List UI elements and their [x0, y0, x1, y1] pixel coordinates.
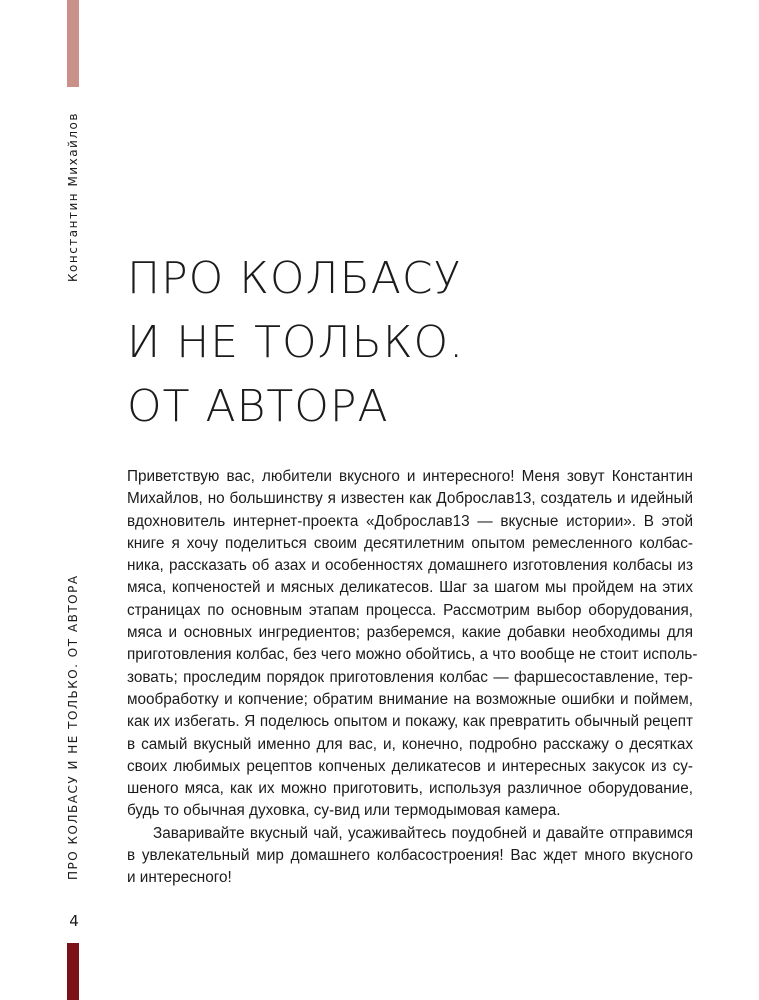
chapter-title-line: И НЕ ТОЛЬКО.: [127, 317, 465, 368]
text-line: будь то обычная духовка, су-вид или термодымовая камера.: [127, 802, 561, 820]
running-header-section: ПРО КОЛБАСУ И НЕ ТОЛЬКО. ОТ АВТОРА: [66, 574, 80, 880]
chapter-title-line: ПРО КОЛБАСУ: [127, 253, 462, 304]
chapter-title-line: ОТ АВТОРА: [127, 381, 389, 432]
text-line: страницах по основным этапам процесса. Рассмотрим выбор оборудования,: [127, 601, 693, 619]
bottom-accent-bar: [67, 943, 79, 1000]
text-line: в самый вкусный именно для вас, и, конечно, подробно расскажу о десятках: [127, 735, 693, 753]
text-line: мяса, копченостей и мясных деликатесов. Шаг за шагом мы пройдем на этих: [127, 579, 693, 597]
text-line: приготовления колбас, без чего можно обойтись, а что вообще не стоит исполь-: [127, 646, 698, 664]
text-line: как их избегать. Я поделюсь опытом и покажу, как превратить обычный рецепт: [127, 713, 693, 731]
text-line: мяса и основных ингредиентов; разберемся, какие добавки необходимы для: [127, 624, 693, 642]
page-number: 4: [69, 912, 79, 930]
text-line: шеного мяса, как их можно приготовить, используя различное оборудование,: [127, 780, 693, 798]
text-line: зовать; проследим порядок приготовления колбас — фаршесоставление, тер-: [127, 668, 693, 686]
chapter-title: [127, 247, 464, 439]
text-line: и интересного!: [127, 869, 232, 887]
text-line: книге я хочу поделиться своим десятилетним опытом ремесленного колбас-: [127, 534, 693, 552]
text-line: Михайлов, но большинству я известен как Доброслав13, создатель и идейный: [127, 490, 693, 508]
paragraph-2: [127, 823, 693, 890]
top-accent-bar: [67, 0, 79, 87]
body-text: [127, 466, 698, 890]
text-line: Заваривайте вкусный чай, усаживайтесь поудобней и давайте отправимся: [153, 824, 693, 842]
text-line: Приветствую вас, любители вкусного и интересного! Меня зовут Константин: [127, 468, 693, 485]
running-header-author: Константин Михайлов: [66, 112, 80, 282]
text-line: вдохновитель интернет-проекта «Доброслав13 — вкусные истории». В этой: [127, 512, 693, 530]
text-line: в увлекательный мир домашнего колбасостроения! Вас ждет много вкусного: [127, 847, 693, 865]
text-line: ника, рассказать об азах и особенностях домашнего изготовления колбасы из: [127, 557, 693, 575]
paragraph-1: [127, 466, 698, 823]
text-line: мообработку и копчение; обратим внимание на возможные ошибки и поймем,: [127, 690, 693, 708]
text-line: своих любимых рецептов копченых деликатесов и интересных закусок из су-: [127, 757, 693, 775]
